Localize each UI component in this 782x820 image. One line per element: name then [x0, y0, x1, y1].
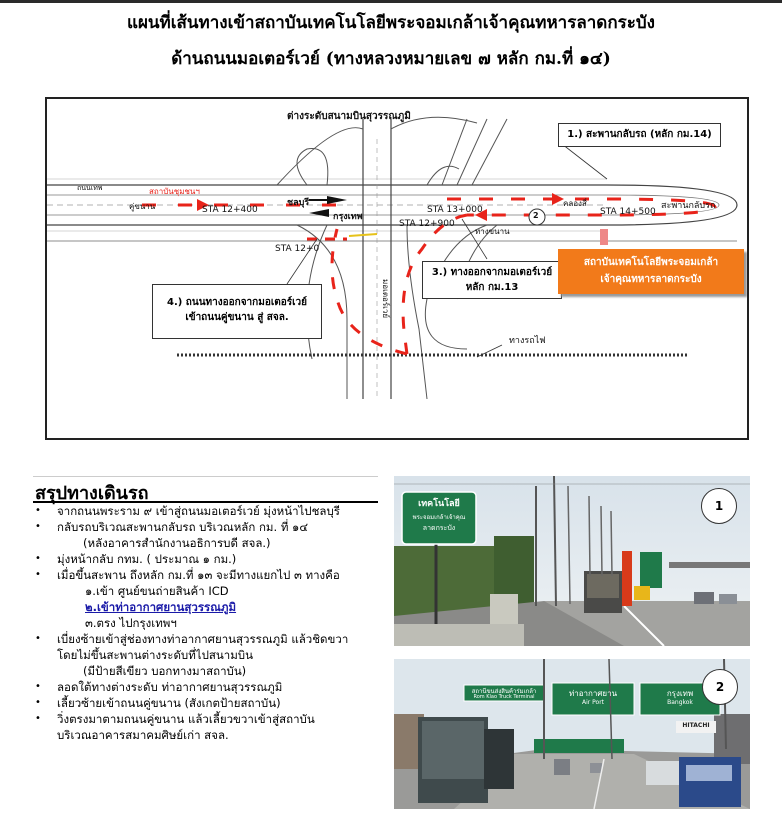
- step-5c-text: (มีป้ายสีเขียว บอกทางมาสถาบัน): [83, 664, 247, 678]
- photo-1-sign-line1: เทคโนโลยี: [418, 499, 460, 509]
- bullet: •: [35, 633, 41, 644]
- step-4-option-3: [33, 615, 393, 631]
- callout-frontage: [152, 284, 322, 339]
- callout-frontage-line2: เข้าถนนคู่ขนาน สู่ สจล.: [185, 312, 289, 323]
- bullet: •: [35, 713, 41, 724]
- photo-1: [394, 476, 750, 646]
- bullet: •: [35, 697, 41, 708]
- page-subtitle: ด้านถนนมอเตอร์เวย์ (ทางหลวงหมายเลข ๗ หลัก กม.ที่ ๑๔): [171, 49, 611, 69]
- step-4: [33, 567, 393, 583]
- callout-exit-line1: 3.) ทางออกจากมอเตอร์เวย์: [431, 267, 553, 278]
- photo-2-sign-left-line2: Rom Klao Truck Terminal: [473, 694, 535, 700]
- callout-uturn: 1.) สะพานกลับรถ (หลัก กม.14): [558, 123, 721, 147]
- map-top-label: ต่างระดับสนามบินสุวรรณภูมิ: [287, 111, 411, 122]
- step-2-note: [33, 535, 393, 551]
- institute-line2: เจ้าคุณทหารลาดกระบัง: [600, 274, 702, 285]
- step-8b-text: บริเวณอาคารสมาคมศิษย์เก่า สจล.: [57, 728, 229, 742]
- bullet: •: [35, 681, 41, 692]
- label-parallel: ทางขนาน: [475, 227, 510, 236]
- callout-exit-line2: หลัก กม.13: [465, 282, 519, 293]
- photo-2-sign-mid-line2: Air Port: [581, 699, 605, 706]
- photo-2-sign-left-line1: สถานีขนส่งสินค้าร่มเกล้า: [471, 688, 537, 695]
- label-motorway: มอเตอร์เวย์: [381, 279, 390, 319]
- photo-2-sign-right-line1: กรุงเทพ: [666, 689, 694, 698]
- step-3: [33, 551, 393, 567]
- step-2-note-text: (หลังอาคารสำนักงานอธิการบดี สจล.): [83, 536, 271, 550]
- page-title: แผนที่เส้นทางเข้าสถาบันเทคโนโลยีพระจอมเกล้าเจ้าคุณทหารลาดกระบัง: [127, 13, 655, 33]
- callout-frontage-line1: 4.) ถนนทางออกจากมอเตอร์เวย์: [167, 297, 307, 308]
- photo-1-number: 1: [701, 488, 737, 524]
- photo-2-sign-mid-line1: ท่าอากาศยาน: [568, 689, 618, 698]
- sta-low-left: STA 12+0: [275, 244, 320, 254]
- institute-box: [558, 249, 744, 294]
- bullet: •: [35, 553, 41, 564]
- label-uturn-bridge: สะพานกลับรถ: [661, 201, 716, 211]
- photo-2-scene: [394, 659, 750, 809]
- label-left-road: ถนนเทพ: [77, 184, 103, 192]
- photo-2-hitachi: HITACHI: [682, 722, 710, 729]
- step-5: [33, 631, 393, 647]
- callout-exit: [422, 261, 562, 299]
- step-4-option-1: [33, 583, 393, 599]
- photo-2: [394, 659, 750, 809]
- route-steps: [33, 503, 393, 743]
- photo-2-sign-right-line2: Bangkok: [667, 699, 693, 706]
- bullet: •: [35, 569, 41, 580]
- bullet: •: [35, 505, 41, 516]
- step-5-note: [33, 663, 393, 679]
- sta-mid-low: STA 12+900: [399, 219, 455, 229]
- photo-1-sign-line3: ลาดกระบัง: [422, 524, 456, 532]
- step-4a-text: ๑.เข้า ศูนย์ขนถ่ายสินค้า ICD: [85, 584, 229, 598]
- step-4b-text: ๒.เข้าท่าอากาศยานสุวรรณภูมิ: [85, 600, 237, 614]
- route-marker-2: 2: [533, 211, 539, 220]
- step-8-text: วิ่งตรงมาตามถนนคู่ขนาน แล้วเลี้ยวขวาเข้าสู่สถาบัน: [57, 712, 315, 726]
- step-8-cont: [33, 727, 393, 743]
- step-4-text: เมื่อขึ้นสะพาน ถึงหลัก กม.ที่ ๑๓ จะมีทางแยกไป ๓ ทางคือ: [57, 568, 340, 582]
- top-rule: [0, 0, 782, 3]
- label-bangkok: กรุงเทพ: [333, 212, 363, 222]
- step-4-option-2: [33, 599, 393, 615]
- sta-mid-top: STA 13+000: [427, 205, 483, 215]
- sta-left: STA 12+400: [202, 205, 258, 215]
- photo-2-number: 2: [702, 669, 738, 705]
- sta-right: STA 14+500: [600, 207, 656, 217]
- label-railway: ทางรถไฟ: [509, 336, 546, 346]
- institute-line1: สถาบันเทคโนโลยีพระจอมเกล้า: [583, 257, 719, 268]
- step-1: [33, 503, 393, 519]
- step-7-text: เลี้ยวซ้ายเข้าถนนคู่ขนาน (สังเกตป้ายสถาบัน): [57, 696, 281, 710]
- summary-heading-bar: [33, 476, 378, 503]
- step-6: [33, 679, 393, 695]
- step-7: [33, 695, 393, 711]
- step-5b-text: โดยไม่ขึ้นสะพานต่างระดับที่ไปสนามบิน: [57, 648, 253, 662]
- photo-1-sign-line2: พระจอมเกล้าเจ้าคุณ: [412, 514, 466, 521]
- step-4c-text: ๓.ตรง ไปกรุงเทพฯ: [85, 616, 177, 630]
- step-8: [33, 711, 393, 727]
- label-left-road2: คู่ขนาน: [129, 202, 156, 211]
- bullet: •: [35, 521, 41, 532]
- step-5-text: เบี่ยงซ้ายเข้าสู่ช่องทางท่าอากาศยานสุวรรณภูมิ แล้วชิดขวา: [57, 632, 349, 646]
- label-klong-si: คลองสี่: [563, 199, 587, 208]
- step-3-text: มุ่งหน้ากลับ กทม. ( ประมาณ ๑ กม.): [57, 552, 237, 566]
- route-map: [45, 97, 749, 440]
- label-red-left: สถาบันชุมชนฯ: [149, 187, 200, 196]
- step-2-text: กลับรถบริเวณสะพานกลับรถ บริเวณหลัก กม. ที่ ๑๔: [57, 520, 309, 534]
- step-6-text: ลอดใต้ทางต่างระดับ ท่าอากาศยานสุวรรณภูมิ: [57, 680, 283, 694]
- summary-heading: สรุปทางเดินรถ: [35, 483, 149, 504]
- label-chonburi: ชลบุรี: [287, 198, 310, 208]
- step-5-cont: [33, 647, 393, 663]
- step-1-text: จากถนนพระราม ๙ เข้าสู่ถนนมอเตอร์เวย์ มุ่งหน้าไปชลบุรี: [57, 504, 340, 518]
- step-2: [33, 519, 393, 535]
